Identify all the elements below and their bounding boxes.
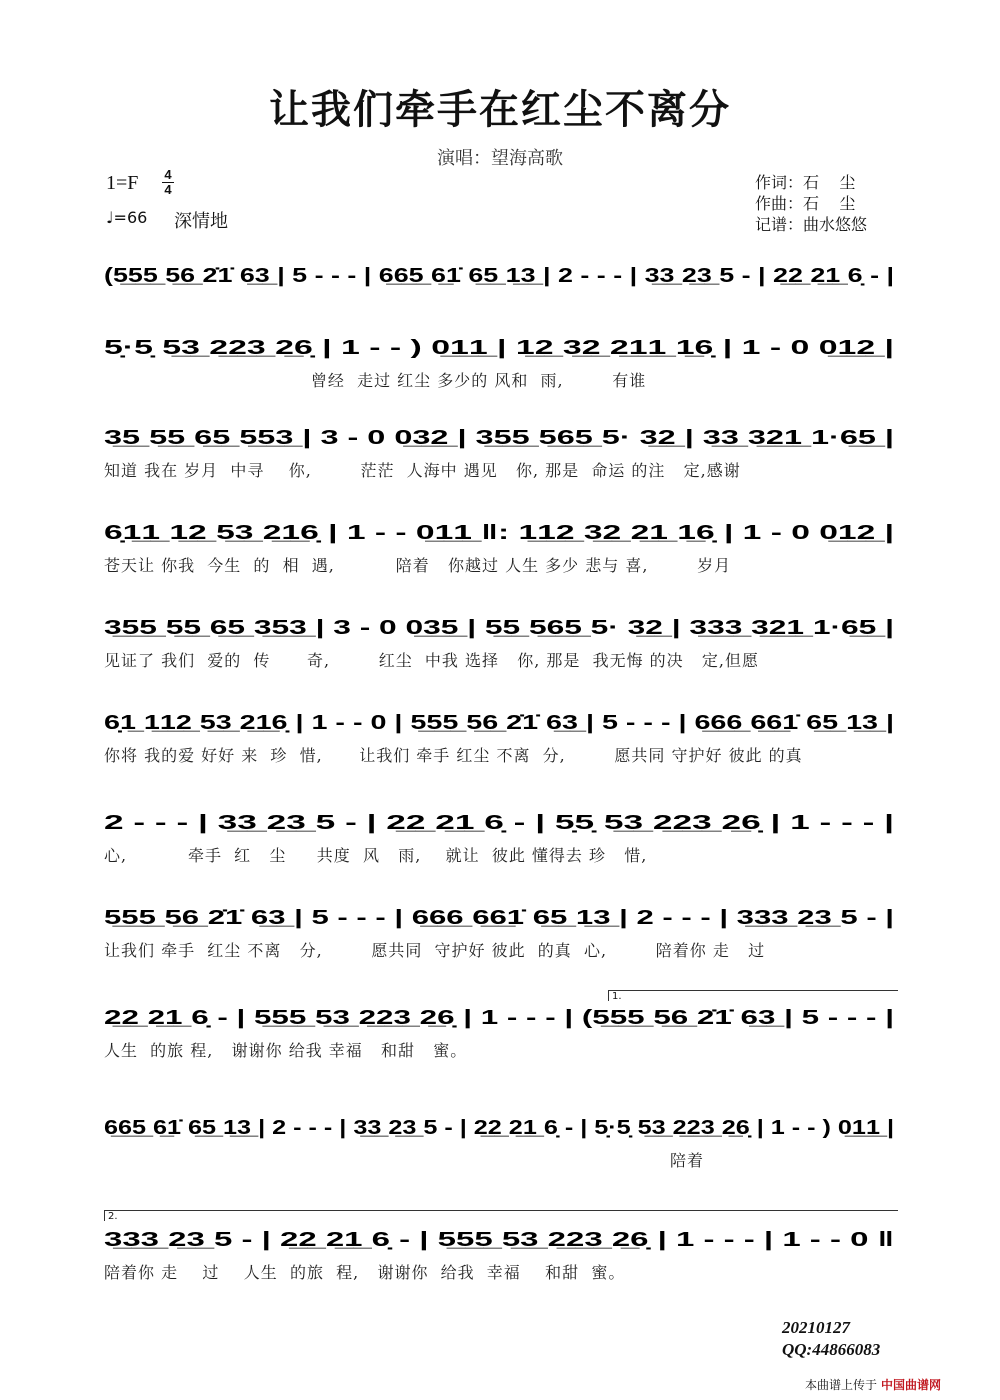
volta-2-bracket: 2. bbox=[104, 1210, 898, 1221]
notation-text: 3̲3̲3̲ 2̲3̲ 5 - | 2̲2̲ 2̲1̲ 6̣ - | 5̲5̲5̲ 5̲3̲ 2̲2̲3̲ 2̲6̣ | 1 - - - | 1 - - 0 ‖ bbox=[104, 1229, 894, 1251]
notation-text: 5̣·5̣ 5̲3̲ 2̲2̲3̲ 2̲6̣ | 1 - - ) 0̲1̲1̲ | 1̲2̲ 3̲2̲ 2̲1̲1̲ 1̲6̣ | 1 - 0 0̲1̲2̲ | bbox=[104, 337, 894, 359]
credits-block bbox=[755, 172, 867, 235]
notation-text: (5̲5̲5̲ 5̲6̲ 2̇1̇ 6̲3̲ | 5 - - - | 6̲6̲5̲ 6̲1̇ 6̲5̲ 1̲3̲ | 2 - - - | 3̲3̲ 2̲3̲ 5 - | 2̲2̲ 2̲1̲ 6̣ - | bbox=[104, 265, 894, 287]
expression-marking: 深情地 bbox=[174, 211, 228, 232]
score-system bbox=[104, 330, 898, 390]
lyrics-line: 见证了 我们 爱的 传 奇, 红尘 中我 选择 你, 那是 我无悔 的决 定,但愿 bbox=[104, 651, 760, 670]
lyricist-credit: 作词：石 尘 bbox=[755, 173, 856, 192]
lyrics-line: 陪着你 走 过 人生 的旅 程, 谢谢你 给我 幸福 和甜 蜜。 bbox=[104, 1263, 626, 1282]
notation-line bbox=[104, 258, 898, 306]
composer-credit: 作曲：石 尘 bbox=[755, 194, 856, 213]
footer bbox=[805, 1376, 941, 1393]
lyrics-line: 让我们 牵手 红尘 不离 分, 愿共同 守护好 彼此 的真 心, 陪着你 走 过 bbox=[104, 941, 766, 960]
volta-1-bracket: 1. bbox=[608, 990, 898, 1001]
time-sig-top: 4 bbox=[164, 167, 172, 182]
notation-text: 6̣1̲1̲ 1̲2̲ 5̲3̲ 2̲1̲6̣ | 1 - - 0̲1̲1̲ ‖: 1̲1̲2̲ 3̲2̲ 2̲1̲ 1̲6̣ | 1 - 0 0̲1̲2̲ | bbox=[104, 522, 894, 544]
notation-text: 3̲5̲5̲ 5̲5̲ 6̲5̲ 3̲5̲3̲ | 3 - 0 0̲3̲5̲ | 5̲5̲ 5̲6̲5̲ 5· 3̲2̲ | 3̲3̲3̲ 3̲2̲1̲ 1·6̲5̲ | bbox=[104, 617, 894, 639]
score-system bbox=[104, 705, 898, 765]
score-system bbox=[104, 805, 898, 865]
lyrics-line: 苍天让 你我 今生 的 相 遇, 陪着 你越过 人生 多少 悲与 喜, 岁月 bbox=[104, 556, 732, 575]
lyrics-line: 知道 我在 岁月 中寻 你, 茫茫 人海中 遇见 你, 那是 命运 的注 定,感谢 bbox=[104, 461, 741, 480]
notation-text: 6̣1̲ 1̲1̲2̲ 5̲3̲ 2̲1̲6̣ | 1 - - 0 | 5̲5̲5̲ 5̲6̲ 2̇1̇ 6̲3̲ | 5 - - - | 6̲6̲6̲ 6̲6̲1̇ 6̲5̲ 1̲3̲ | bbox=[104, 712, 894, 734]
notation-text: 5̲5̲5̲ 5̲6̲ 2̇1̇ 6̲3̲ | 5 - - - | 6̲6̲6̲ 6̲6̲1̇ 6̲5̲ 1̲3̲ | 2 - - - | 3̲3̲3̲ 2̲3̲ 5 - | bbox=[104, 907, 894, 929]
date-stamp: 20210127 bbox=[782, 1318, 850, 1337]
notation-text: 2 - - - | 3̲3̲ 2̲3̲ 5 - | 2̲2̲ 2̲1̲ 6̣ - | 5̣5̣ 5̲3̲ 2̲2̲3̲ 2̲6̣ | 1 - - - | bbox=[104, 812, 894, 834]
notation-text: 2̲2̲ 2̲1̲ 6̣ - | 5̲5̲5̲ 5̲3̲ 2̲2̲3̲ 2̲6̣ | 1 - - - | (5̲5̲5̲ 5̲6̲ 2̇1̇ 6̲3̲ | 5 - - - | bbox=[104, 1007, 894, 1029]
transcriber-credit: 记谱：曲水悠悠 bbox=[755, 215, 868, 234]
qq-contact: QQ:44866083 bbox=[782, 1340, 881, 1359]
score-system bbox=[104, 610, 898, 670]
lyrics-line: 陪着 bbox=[104, 1151, 704, 1170]
time-sig-bottom: 4 bbox=[164, 182, 172, 197]
lyrics-line: 你将 我的爱 好好 来 珍 惜, 让我们 牵手 红尘 不离 分, 愿共同 守护好 彼此 的真 bbox=[104, 746, 803, 765]
key-signature: 1=F bbox=[106, 172, 139, 194]
notation-text: 3̲5̲ 5̲5̲ 6̲5̲ 5̲5̲3̲ | 3 - 0 0̲3̲2̲ | 3̲5̲5̲ 5̲6̲5̲ 5· 3̲2̲ | 3̲3̲ 3̲2̲1̲ 1·6̲5̲ | bbox=[104, 427, 894, 449]
score-system bbox=[104, 420, 898, 480]
score-system bbox=[104, 258, 898, 306]
score-system bbox=[104, 1110, 898, 1170]
score-system bbox=[104, 1000, 898, 1060]
notation-text: 6̲6̲5̲ 6̲1̇ 6̲5̲ 1̲3̲ | 2 - - - | 3̲3̲ 2̲3̲ 5 - | 2̲2̲ 2̲1̲ 6̣ - | 5̣·5̣ 5̲3̲ 2̲2̲3̲ 2̲6̣ | 1 - - ) 0̲1̲1̲ | bbox=[104, 1117, 895, 1139]
lyrics-line: 人生 的旅 程, 谢谢你 给我 幸福 和甜 蜜。 bbox=[104, 1041, 468, 1060]
score-system bbox=[104, 1222, 898, 1282]
score-system bbox=[104, 515, 898, 575]
footer-brand-logo: 中国曲谱网 bbox=[881, 1378, 942, 1392]
tempo-marking: ♩=66 bbox=[106, 208, 148, 227]
lyrics-line: 曾经 走过 红尘 多少的 风和 雨, 有谁 bbox=[104, 371, 647, 390]
time-signature bbox=[162, 168, 174, 197]
lyrics-line: 心, 牵手 红 尘 共度 风 雨, 就让 彼此 懂得去 珍 惜, bbox=[104, 846, 648, 865]
footer-text: 本曲谱上传于 bbox=[805, 1378, 878, 1392]
score-system bbox=[104, 900, 898, 960]
score-title: 让我们牵手在红尘不离分 bbox=[269, 86, 731, 133]
singer-credit: 演唱：望海高歌 bbox=[437, 148, 563, 169]
